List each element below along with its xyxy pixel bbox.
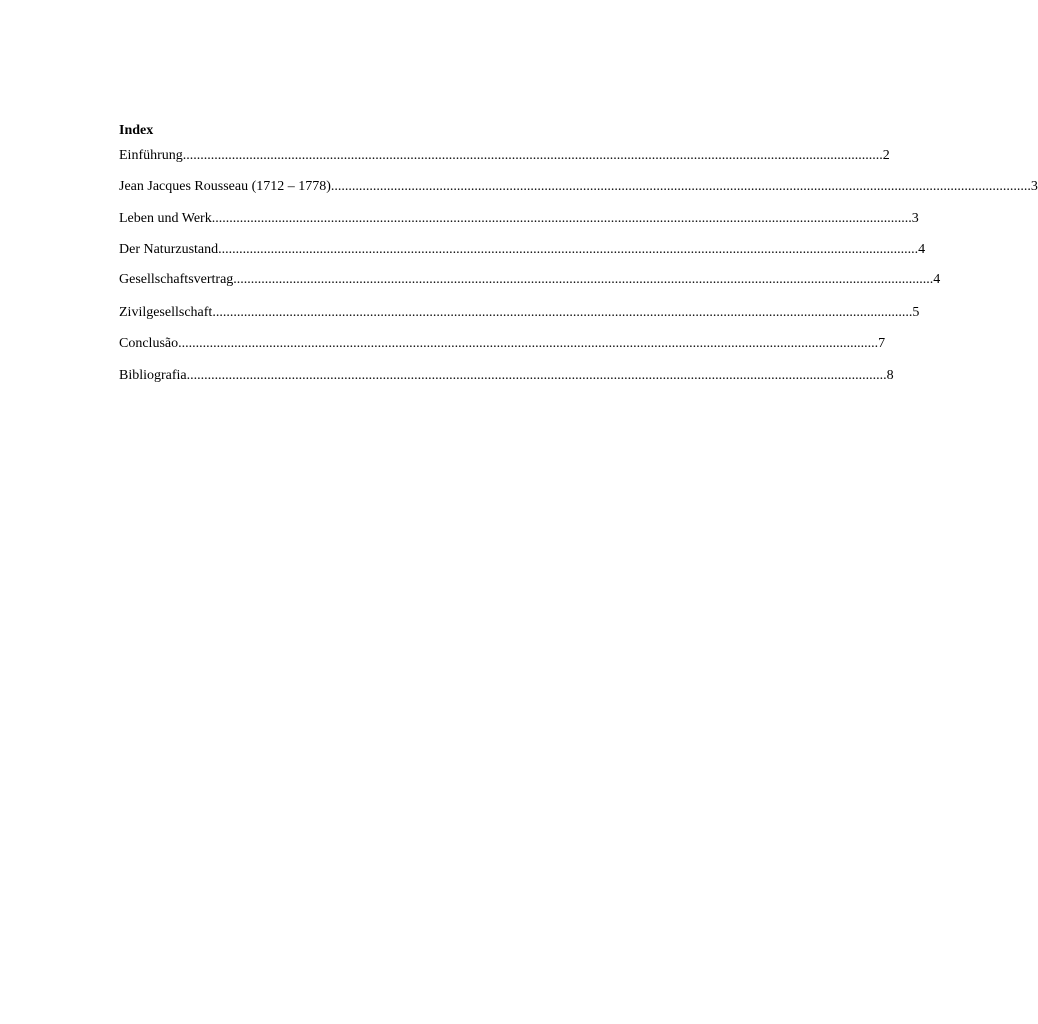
toc-entry-title: Jean Jacques Rousseau (1712 – 1778) [119, 179, 331, 194]
dot-leader: ........................................................................................................................................................................................................ [182, 148, 883, 163]
dot-leader: ........................................................................................................................................................................................................ [212, 305, 913, 320]
toc-entry [119, 210, 919, 228]
dot-leader: ........................................................................................................................................................................................................ [330, 179, 1031, 194]
toc-entry-page: 5 [912, 305, 920, 320]
toc-entry-title: Der Naturzustand [119, 242, 219, 257]
toc-entry-page: 2 [882, 148, 890, 163]
toc-entry-title: Bibliografia [119, 368, 187, 383]
toc-entry-page: 8 [886, 368, 894, 383]
dot-leader: ........................................................................................................................................................................................................ [218, 242, 919, 257]
toc-entry-page: 3 [1030, 179, 1038, 194]
toc-entry [119, 241, 926, 259]
toc-entry-title: Einführung [119, 148, 183, 163]
dot-leader: ........................................................................................................................................................................................................ [233, 272, 934, 287]
toc-entry-page: 7 [878, 336, 886, 351]
toc-entry-page: 4 [933, 272, 941, 287]
toc-entry-title: Gesellschaftsvertrag [119, 272, 234, 287]
toc-entry-page: 3 [911, 211, 919, 226]
toc-entry [119, 271, 941, 289]
dot-leader: ........................................................................................................................................................................................................ [178, 336, 879, 351]
toc-entry [119, 335, 886, 353]
dot-leader: ........................................................................................................................................................................................................ [186, 368, 887, 383]
toc-heading: Index [119, 123, 154, 138]
toc-entry [119, 147, 890, 165]
toc-entry-title: Conclusão [119, 336, 179, 351]
toc-entry [119, 304, 920, 322]
toc-entry-page: 4 [918, 242, 926, 257]
toc-entry [119, 367, 894, 385]
dot-leader: ........................................................................................................................................................................................................ [211, 211, 912, 226]
toc-entry [119, 178, 1038, 196]
toc-entry-title: Leben und Werk [119, 211, 212, 226]
toc-entry-title: Zivilgesellschaft [119, 305, 213, 320]
